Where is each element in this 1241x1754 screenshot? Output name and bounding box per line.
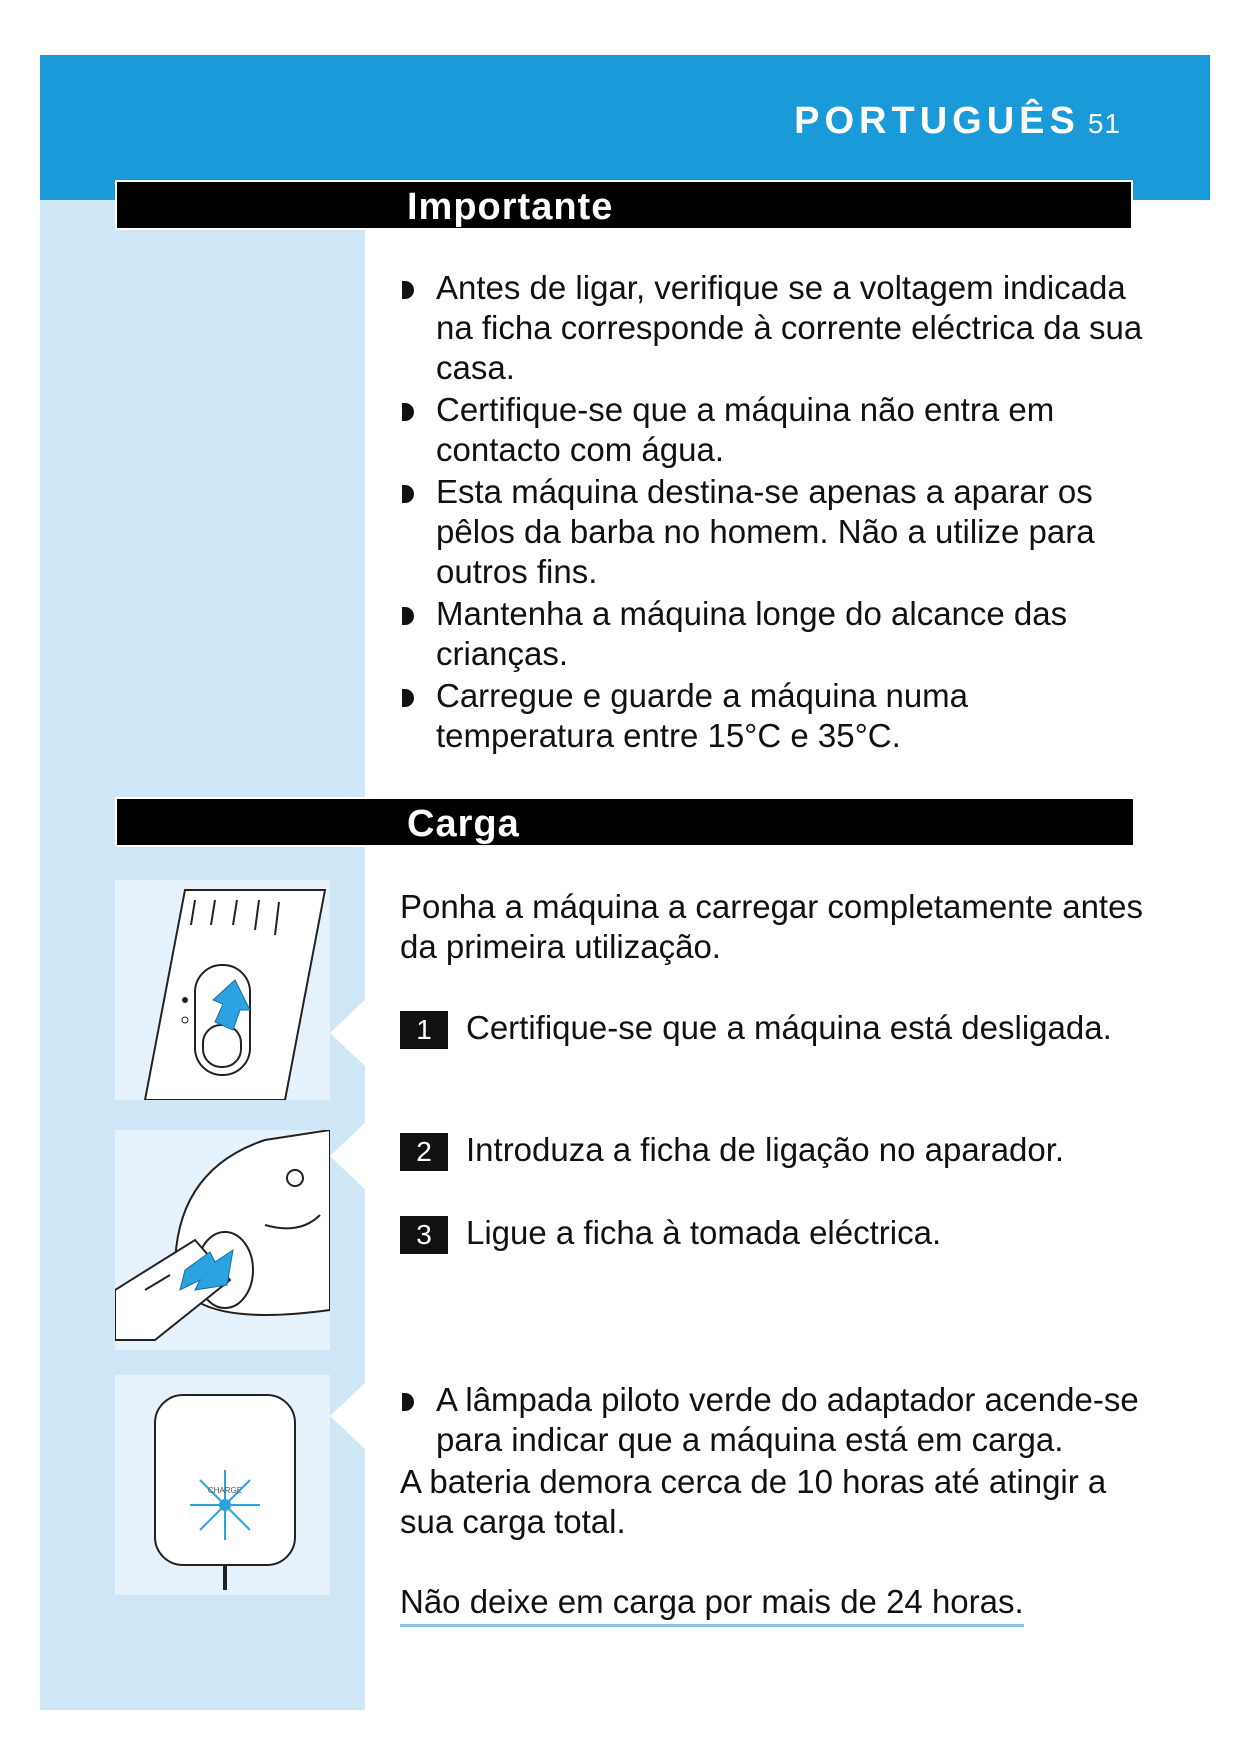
importante-bullets [400, 268, 1150, 758]
illustration-switch-off [115, 880, 330, 1100]
trimmer-switch-illustration [115, 880, 330, 1100]
list-item: A lâmpada piloto verde do adaptador acende-se para indicar que a máquina está em carga. [400, 1380, 1150, 1460]
language-label: PORTUGUÊS [794, 100, 1080, 142]
carga-notes [400, 1380, 1150, 1627]
step-number-2: 2 [400, 1133, 448, 1171]
pointer-3 [330, 1378, 370, 1454]
bullet-icon [402, 485, 414, 503]
bullet-icon [402, 607, 414, 625]
adapter-illustration [115, 1375, 330, 1595]
adapter-charge-label: CHARGE [207, 1486, 243, 1495]
pointer-2 [330, 1118, 370, 1194]
language-header [794, 100, 1121, 143]
illustration-plug-appliance [115, 1130, 330, 1350]
battery-text: A bateria demora cerca de 10 horas até atingir a sua carga total. [400, 1463, 1107, 1540]
warning-text: Não deixe em carga por mais de 24 horas. [400, 1582, 1024, 1627]
list-item: Mantenha a máquina longe do alcance das crianças. [400, 594, 1150, 674]
step-text-2: Introduza a ficha de ligação no aparador. [466, 1131, 1065, 1168]
section-importante-bar [115, 180, 1133, 230]
step-number-1: 1 [400, 1011, 448, 1049]
list-item: Carregue e guarde a máquina numa temperatura entre 15°C e 35°C. [400, 676, 1150, 756]
carga-intro: Ponha a máquina a carregar completamente antes da primeira utilização. [400, 888, 1143, 965]
bullet-icon [402, 689, 414, 707]
list-item: Certifique-se que a máquina não entra em contacto com água. [400, 390, 1150, 470]
page-number: 51 [1087, 108, 1121, 139]
step-2 [400, 1130, 1064, 1171]
step-3 [400, 1213, 941, 1254]
step-text-3: Ligue a ficha à tomada eléctrica. [466, 1214, 942, 1251]
bullet-icon [402, 403, 414, 421]
section-importante-title: Importante [407, 186, 614, 228]
illustration-adapter-lamp [115, 1375, 330, 1595]
step-number-3: 3 [400, 1216, 448, 1254]
list-item: Esta máquina destina-se apenas a aparar os pêlos da barba no homem. Não a utilize para outros fins. [400, 472, 1150, 592]
list-item: Antes de ligar, verifique se a voltagem indicada na ficha corresponde à corrente eléctrica da sua casa. [400, 268, 1150, 388]
bullet-icon [402, 1393, 414, 1411]
bullet-icon [402, 281, 414, 299]
plug-insert-illustration [115, 1130, 330, 1350]
pointer-1 [330, 995, 370, 1071]
section-carga-title: Carga [407, 803, 520, 845]
step-1 [400, 1008, 1112, 1049]
step-text-1: Certifique-se que a máquina está desligada. [466, 1009, 1112, 1046]
section-carga-bar [115, 797, 1135, 847]
